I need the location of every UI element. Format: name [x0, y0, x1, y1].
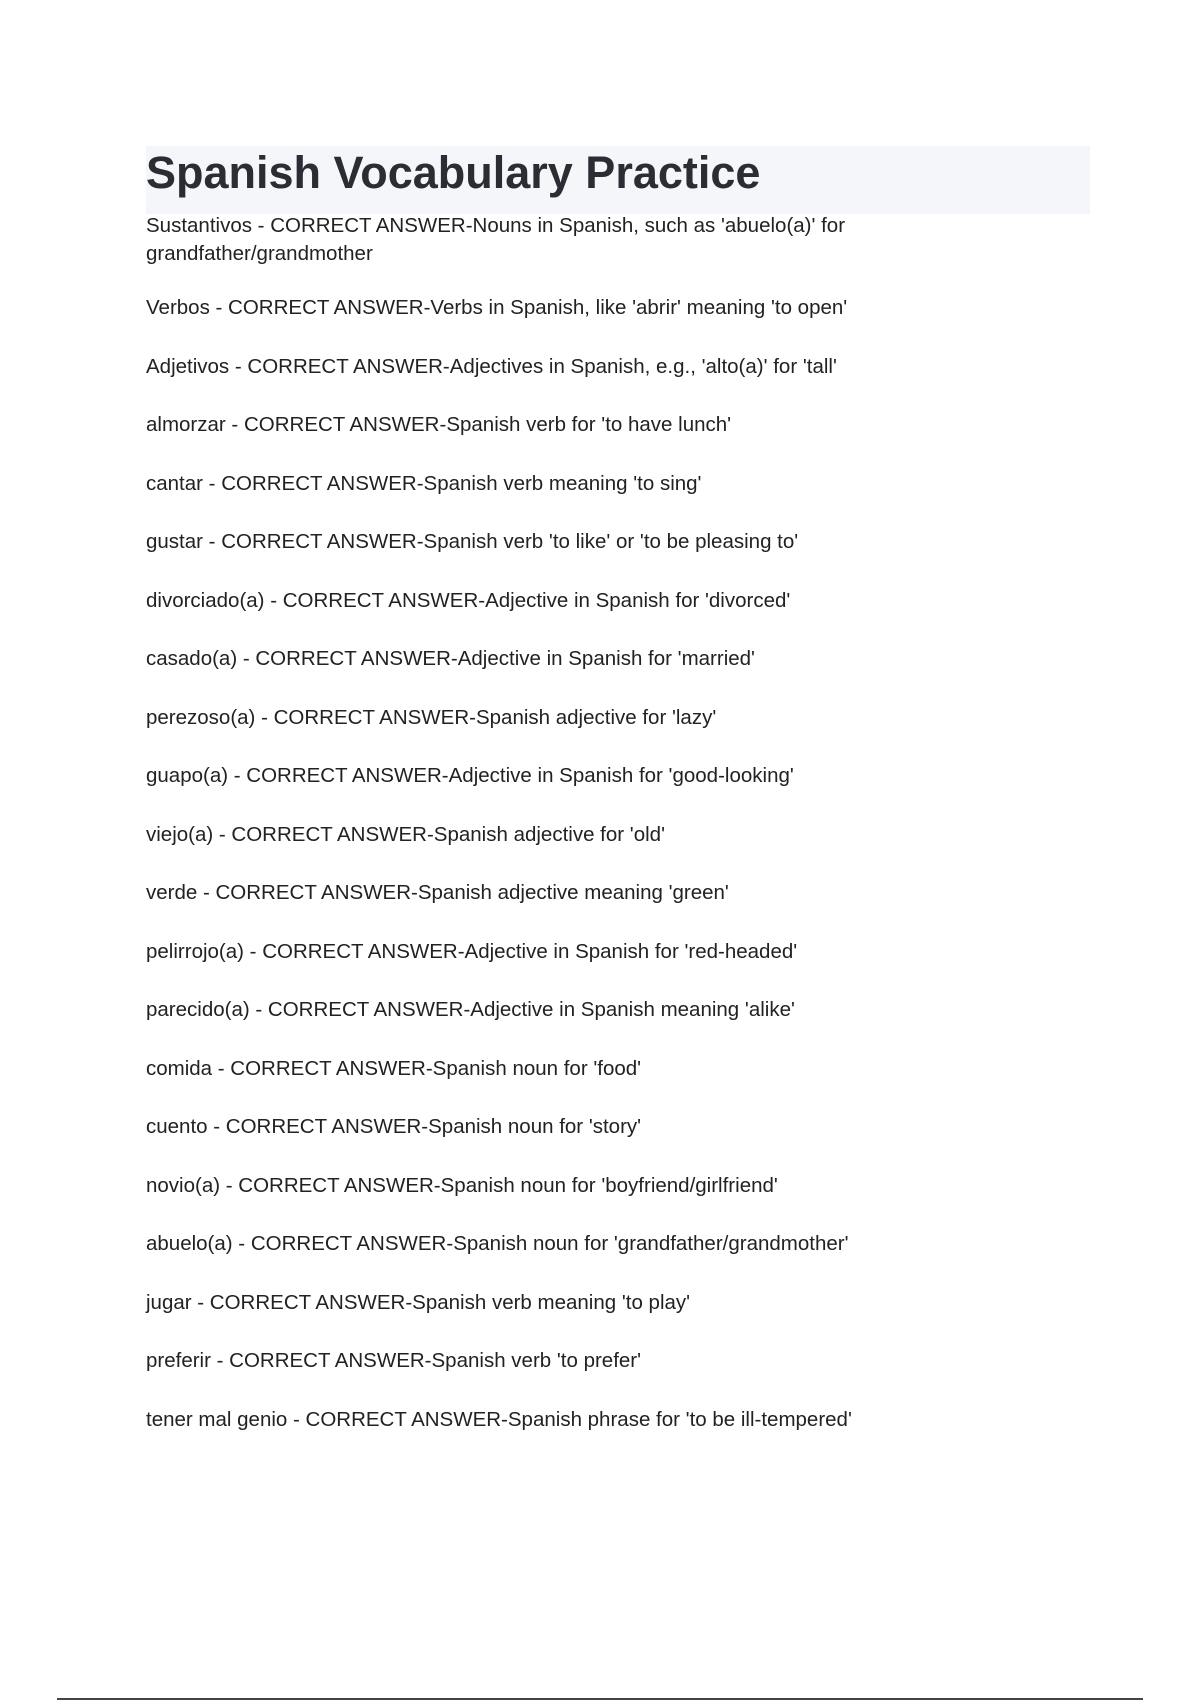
list-item: cuento - CORRECT ANSWER-Spanish noun for 'story'	[146, 1115, 642, 1138]
list-item: parecido(a) - CORRECT ANSWER-Adjective in Spanish meaning 'alike'	[146, 998, 795, 1021]
list-item: Sustantivos - CORRECT ANSWER-Nouns in Spanish, such as 'abuelo(a)' for grandfather/grandmother	[146, 214, 846, 265]
list-item: Adjetivos - CORRECT ANSWER-Adjectives in Spanish, e.g., 'alto(a)' for 'tall'	[146, 354, 837, 378]
list-item: divorciado(a) - CORRECT ANSWER-Adjective in Spanish for 'divorced'	[146, 588, 791, 612]
list-item: gustar - CORRECT ANSWER-Spanish verb 'to like' or 'to be pleasing to'	[146, 530, 799, 553]
vocabulary-list	[146, 212, 926, 1464]
page-title: Spanish Vocabulary Practice	[146, 147, 761, 198]
list-item: casado(a) - CORRECT ANSWER-Adjective in Spanish for 'married'	[146, 647, 755, 670]
list-item: Verbos - CORRECT ANSWER-Verbs in Spanish, like 'abrir' meaning 'to open'	[146, 296, 848, 319]
list-item: almorzar - CORRECT ANSWER-Spanish verb for 'to have lunch'	[146, 413, 732, 436]
list-item: pelirrojo(a) - CORRECT ANSWER-Adjective in Spanish for 'red-headed'	[146, 939, 798, 963]
list-item: novio(a) - CORRECT ANSWER-Spanish noun for 'boyfriend/girlfriend'	[146, 1173, 778, 1197]
list-item: tener mal genio - CORRECT ANSWER-Spanish phrase for 'to be ill-tempered'	[146, 1407, 852, 1431]
list-item: viejo(a) - CORRECT ANSWER-Spanish adjective for 'old'	[146, 822, 665, 846]
list-item: comida - CORRECT ANSWER-Spanish noun for 'food'	[146, 1056, 642, 1080]
list-item: guapo(a) - CORRECT ANSWER-Adjective in Spanish for 'good-looking'	[146, 764, 794, 787]
list-item: jugar - CORRECT ANSWER-Spanish verb meaning 'to play'	[146, 1290, 691, 1314]
list-item: cantar - CORRECT ANSWER-Spanish verb meaning 'to sing'	[146, 471, 702, 495]
list-item: abuelo(a) - CORRECT ANSWER-Spanish noun for 'grandfather/grandmother'	[146, 1232, 849, 1255]
list-item: verde - CORRECT ANSWER-Spanish adjective meaning 'green'	[146, 881, 729, 904]
list-item: perezoso(a) - CORRECT ANSWER-Spanish adjective for 'lazy'	[146, 705, 717, 729]
list-item: preferir - CORRECT ANSWER-Spanish verb 'to prefer'	[146, 1349, 642, 1372]
